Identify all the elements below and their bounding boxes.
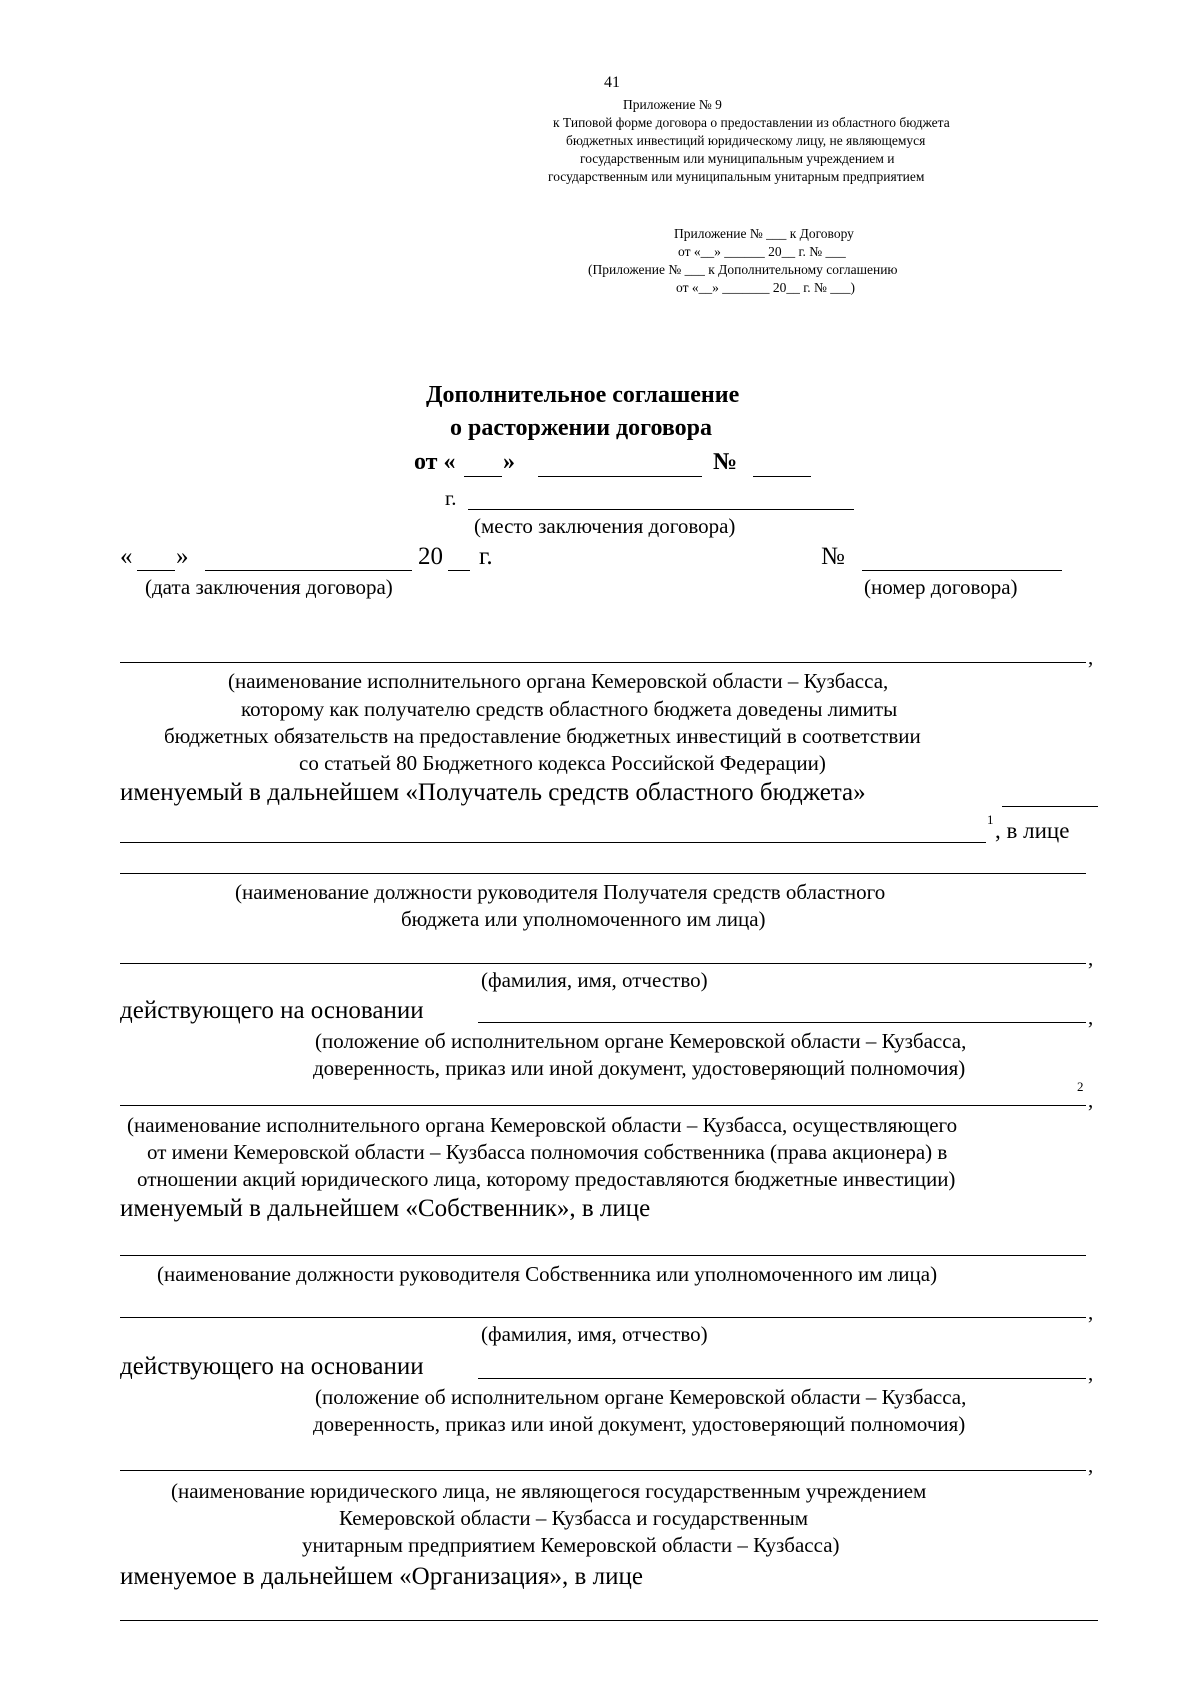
recipient-position-blank <box>120 873 1086 874</box>
footnote-mark: 2 <box>1077 1079 1084 1094</box>
owner-caption-line: отношении акций юридического лица, которому предоставляются бюджетные инвестиции) <box>137 1167 956 1191</box>
city-prefix: г. <box>445 486 457 510</box>
owner-caption-line: (наименование исполнительного органа Кемеровской области – Кузбасса, осуществляющего <box>127 1113 958 1137</box>
owner-basis-caption: (положение об исполнительном органе Кемеровской области – Кузбасса, <box>315 1385 967 1409</box>
owner-name-blank <box>120 1105 1086 1106</box>
appendix-line: Приложение № 9 <box>623 97 722 112</box>
owner-named-as: именуемый в дальнейшем «Собственник», в лице <box>120 1195 651 1222</box>
recipient-representative-blank <box>120 842 986 843</box>
appendix-line: государственным или муниципальным учреждением и <box>580 151 895 166</box>
recipient-position-caption: бюджета или уполномоченного им лица) <box>401 907 766 931</box>
appendix-line: государственным или муниципальным унитарным предприятием <box>548 169 925 184</box>
recipient-name-blank <box>120 662 1086 663</box>
recipient-caption-line: бюджетных обязательств на предоставление бюджетных инвестиций в соответствии <box>164 724 921 748</box>
attachment-line: от «__» _______ 20__ г. № ___) <box>676 280 855 295</box>
footnote-mark: 1 <box>987 812 994 827</box>
recipient-named-as: именуемый в дальнейшем «Получатель средств областного бюджета» <box>120 779 866 806</box>
contract-number-sign: № <box>821 543 845 570</box>
owner-fio-caption: (фамилия, имя, отчество) <box>481 1322 708 1346</box>
document-subtitle: о расторжении договора <box>450 415 713 441</box>
recipient-acting-on-basis: действующего на основании <box>120 997 424 1024</box>
attachment-line: (Приложение № ___ к Дополнительному соглашению <box>588 262 898 277</box>
recipient-caption-line: со статьей 80 Бюджетного кодекса Российской Федерации) <box>299 751 826 775</box>
comma: , <box>1088 1453 1094 1477</box>
date-year-blank <box>448 570 470 571</box>
recipient-fio-blank <box>120 963 1086 964</box>
organization-caption-line: (наименование юридического лица, не являющегося государственным учреждением <box>171 1479 927 1503</box>
comma: , <box>1088 1361 1094 1385</box>
recipient-caption-line: (наименование исполнительного органа Кемеровской области – Кузбасса, <box>228 669 889 693</box>
title-number-sign: № <box>713 449 738 475</box>
appendix-line: бюджетных инвестиций юридическому лицу, не являющемуся <box>566 133 926 148</box>
owner-fio-blank <box>120 1317 1086 1318</box>
title-day-blank <box>464 476 502 477</box>
comma: , <box>1088 946 1094 970</box>
in-person-text: , в лице <box>995 818 1070 843</box>
recipient-basis-caption: доверенность, приказ или иной документ, удостоверяющий полномочия) <box>313 1056 966 1080</box>
owner-position-caption: (наименование должности руководителя Собственника или уполномоченного им лица) <box>157 1262 938 1286</box>
date-month-blank <box>205 570 412 571</box>
owner-basis-caption: доверенность, приказ или иной документ, удостоверяющий полномочия) <box>313 1412 966 1436</box>
title-month-blank <box>538 476 702 477</box>
appendix-line: к Типовой форме договора о предоставлении из областного бюджета <box>553 115 950 130</box>
title-close-quote: » <box>503 449 515 475</box>
comma: , <box>1088 645 1094 669</box>
contract-number-blank <box>862 570 1062 571</box>
page-number: 41 <box>604 74 620 91</box>
owner-caption-line: от имени Кемеровской области – Кузбасса полномочия собственника (права акционера) в <box>147 1140 948 1164</box>
place-caption: (место заключения договора) <box>474 514 736 538</box>
title-number-blank <box>753 476 811 477</box>
comma: , <box>1088 1088 1094 1112</box>
date-year-suffix: г. <box>479 543 493 570</box>
organization-caption-line: Кемеровской области – Кузбасса и государственным <box>339 1506 809 1530</box>
comma: , <box>1088 1005 1094 1029</box>
place-blank <box>468 509 854 510</box>
owner-basis-blank <box>478 1378 1086 1379</box>
title-date-prefix: от « <box>414 449 456 475</box>
recipient-fio-caption: (фамилия, имя, отчество) <box>481 968 708 992</box>
organization-representative-blank <box>120 1620 1098 1621</box>
date-day-blank <box>137 570 175 571</box>
date-close-quote: » <box>176 543 189 570</box>
attachment-line: от «__» ______ 20__ г. № ___ <box>678 244 846 259</box>
attachment-line: Приложение № ___ к Договору <box>674 226 854 241</box>
date-year-prefix: 20 <box>418 543 443 570</box>
owner-acting-on-basis: действующего на основании <box>120 1353 424 1380</box>
date-open-quote: « <box>120 543 133 570</box>
recipient-basis-caption: (положение об исполнительном органе Кемеровской области – Кузбасса, <box>315 1029 967 1053</box>
organization-named-as: именуемое в дальнейшем «Организация», в лице <box>120 1563 643 1590</box>
contract-number-caption: (номер договора) <box>864 575 1018 599</box>
recipient-position-caption: (наименование должности руководителя Получателя средств областного <box>235 880 886 904</box>
owner-position-blank <box>120 1255 1086 1256</box>
organization-caption-line: унитарным предприятием Кемеровской области – Кузбасса) <box>302 1533 840 1557</box>
organization-name-blank <box>120 1470 1086 1471</box>
date-caption: (дата заключения договора) <box>145 575 393 599</box>
recipient-name-cont-blank <box>1002 806 1098 807</box>
recipient-caption-line: которому как получателю средств областного бюджета доведены лимиты <box>241 697 898 721</box>
comma: , <box>1088 1300 1094 1324</box>
document-title: Дополнительное соглашение <box>426 382 740 408</box>
recipient-basis-blank <box>478 1022 1086 1023</box>
